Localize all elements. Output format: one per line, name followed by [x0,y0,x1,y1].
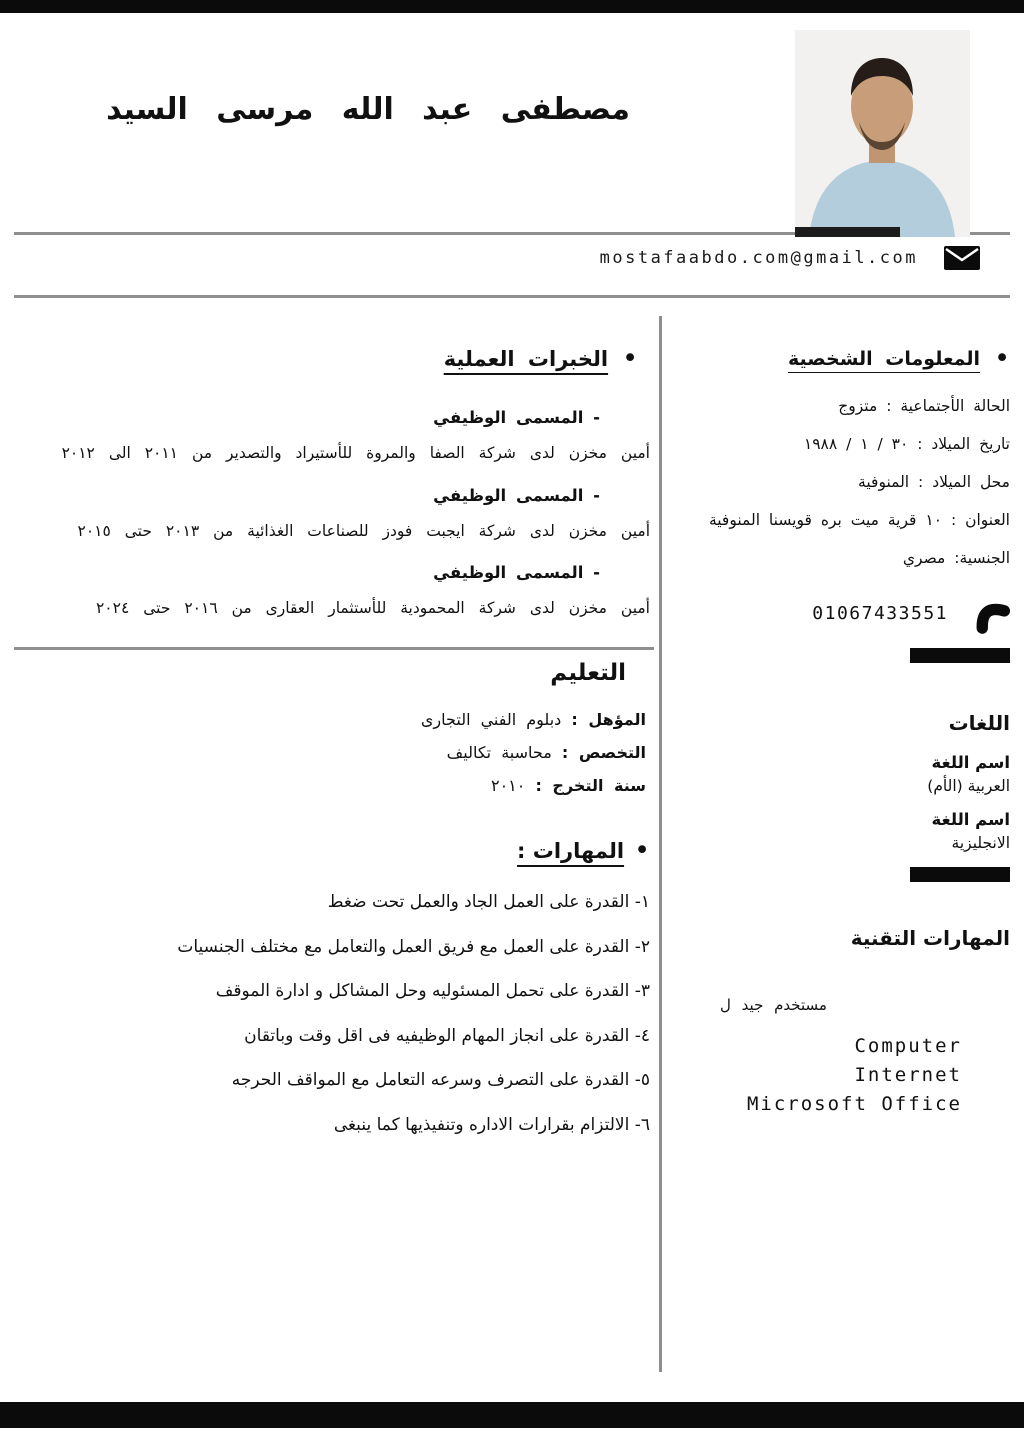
personal-info-header [672,345,1010,372]
skill-item: ٤- القدرة على انجاز المهام الوظيفيه فى اقل وقت وباتقان [244,1025,650,1046]
profile-photo [795,30,970,237]
language-label: اسم اللغة [931,752,1010,772]
education-divider-rule [14,647,654,650]
skills-title: المهارات : [517,838,625,863]
job-entry [18,486,650,546]
birth-date: تاريخ الميلاد : ٣٠ / ١ / ١٩٨٨ [803,435,1010,454]
skill-item: ١- القدرة على العمل الجاد والعمل تحت ضغط [327,892,650,913]
page-title: مصطفى عبد الله مرسى السيد [106,92,630,127]
email-address: mostafaabdo.com@gmail.com [599,248,918,268]
job-entry [18,408,650,468]
divider-rule-email [14,295,1010,298]
language-label: اسم اللغة [931,809,1010,829]
education-value: محاسبة تكاليف [446,743,552,763]
job-title-heading: - المسمى الوظيفي [433,563,600,583]
technical-skill-item: Microsoft Office [746,1093,962,1116]
top-scan-bar [0,0,1024,13]
marital-status: الحالة الأجتماعية : متزوج [838,397,1010,415]
technical-skill-item: Internet [854,1063,962,1086]
skill-item: ٣- القدرة على تحمل المسئوليه وحل المشاكل و ادارة الموقف [215,981,650,1002]
education-label: المؤهل : [571,710,646,730]
technical-skills-intro: مستخدم جيد ل [720,995,827,1014]
job-title-heading: - المسمى الوظيفي [433,408,600,427]
column-divider [659,316,662,1372]
education-title: التعليم [550,660,626,687]
education-value: دبلوم الفني التجارى [420,710,562,730]
education-label: التخصص : [561,743,646,763]
education-label: سنة التخرج : [535,776,646,796]
job-description: أمين مخزن لدى شركة الصفا والمروة للأستيراد والتصدير من ٢٠١١ الى ٢٠١٢ [61,444,650,462]
language-entry [672,753,1010,795]
education-qualification [18,710,650,729]
experience-title: الخبرات العملية [443,346,609,371]
education-value: ٢٠١٠ [490,776,526,796]
skill-item: ٢- القدرة على العمل مع فريق العمل والتعامل مع مختلف الجنسيات [177,936,650,957]
birth-place: محل الميلاد : المنوفية [858,473,1010,492]
language-value: العربية (الأم) [927,776,1010,795]
personal-info-column [672,345,1010,1120]
skill-item: ٥- القدرة على التصرف وسرعه التعامل مع المواقف الحرجه [231,1070,650,1091]
experience-column [18,345,650,1157]
envelope-icon [944,246,980,270]
section-separator-chip [910,867,1010,882]
skill-item: ٦- الالتزام بقرارات الاداره وتنفيذيها كما ينبغى [333,1114,650,1135]
technical-skills-list [672,1032,1010,1120]
profile-photo-illustration [795,30,970,237]
education-specialization [18,743,650,762]
nationality: الجنسية: مصري [902,549,1010,568]
phone-number: 01067433551 [812,603,948,625]
experience-header [18,345,650,372]
job-entry [18,563,650,623]
language-value: الانجليزية [951,833,1010,852]
job-description: أمين مخزن لدى شركة ايجبت فودز للصناعات الغذائية من ٢٠١٣ حتى ٢٠١٥ [77,521,650,540]
education-graduation-year [18,776,650,795]
email-row [600,246,980,270]
address: العنوان : ١٠ قرية ميت بره قويسنا المنوفية [708,511,1010,530]
languages-title: اللغات [948,710,1010,735]
bullet-icon: • [634,835,650,867]
bullet-icon: • [994,343,1010,374]
phone-row [672,594,1010,634]
personal-info-title: المعلومات الشخصية [788,347,981,370]
section-separator-chip [910,648,1010,663]
phone-icon [968,594,1010,634]
job-title-heading: - المسمى الوظيفي [433,485,600,505]
job-description: أمين مخزن لدى شركة المحمودية للأستثمار العقارى من ٢٠١٦ حتى ٢٠٢٤ [95,599,650,618]
technical-skill-item: Computer [854,1034,962,1057]
language-entry [672,810,1010,852]
technical-skills-title: المهارات التقنية [850,925,1010,950]
bottom-scan-bar [0,1402,1024,1428]
skills-header [18,835,650,867]
bullet-icon: • [622,343,638,374]
